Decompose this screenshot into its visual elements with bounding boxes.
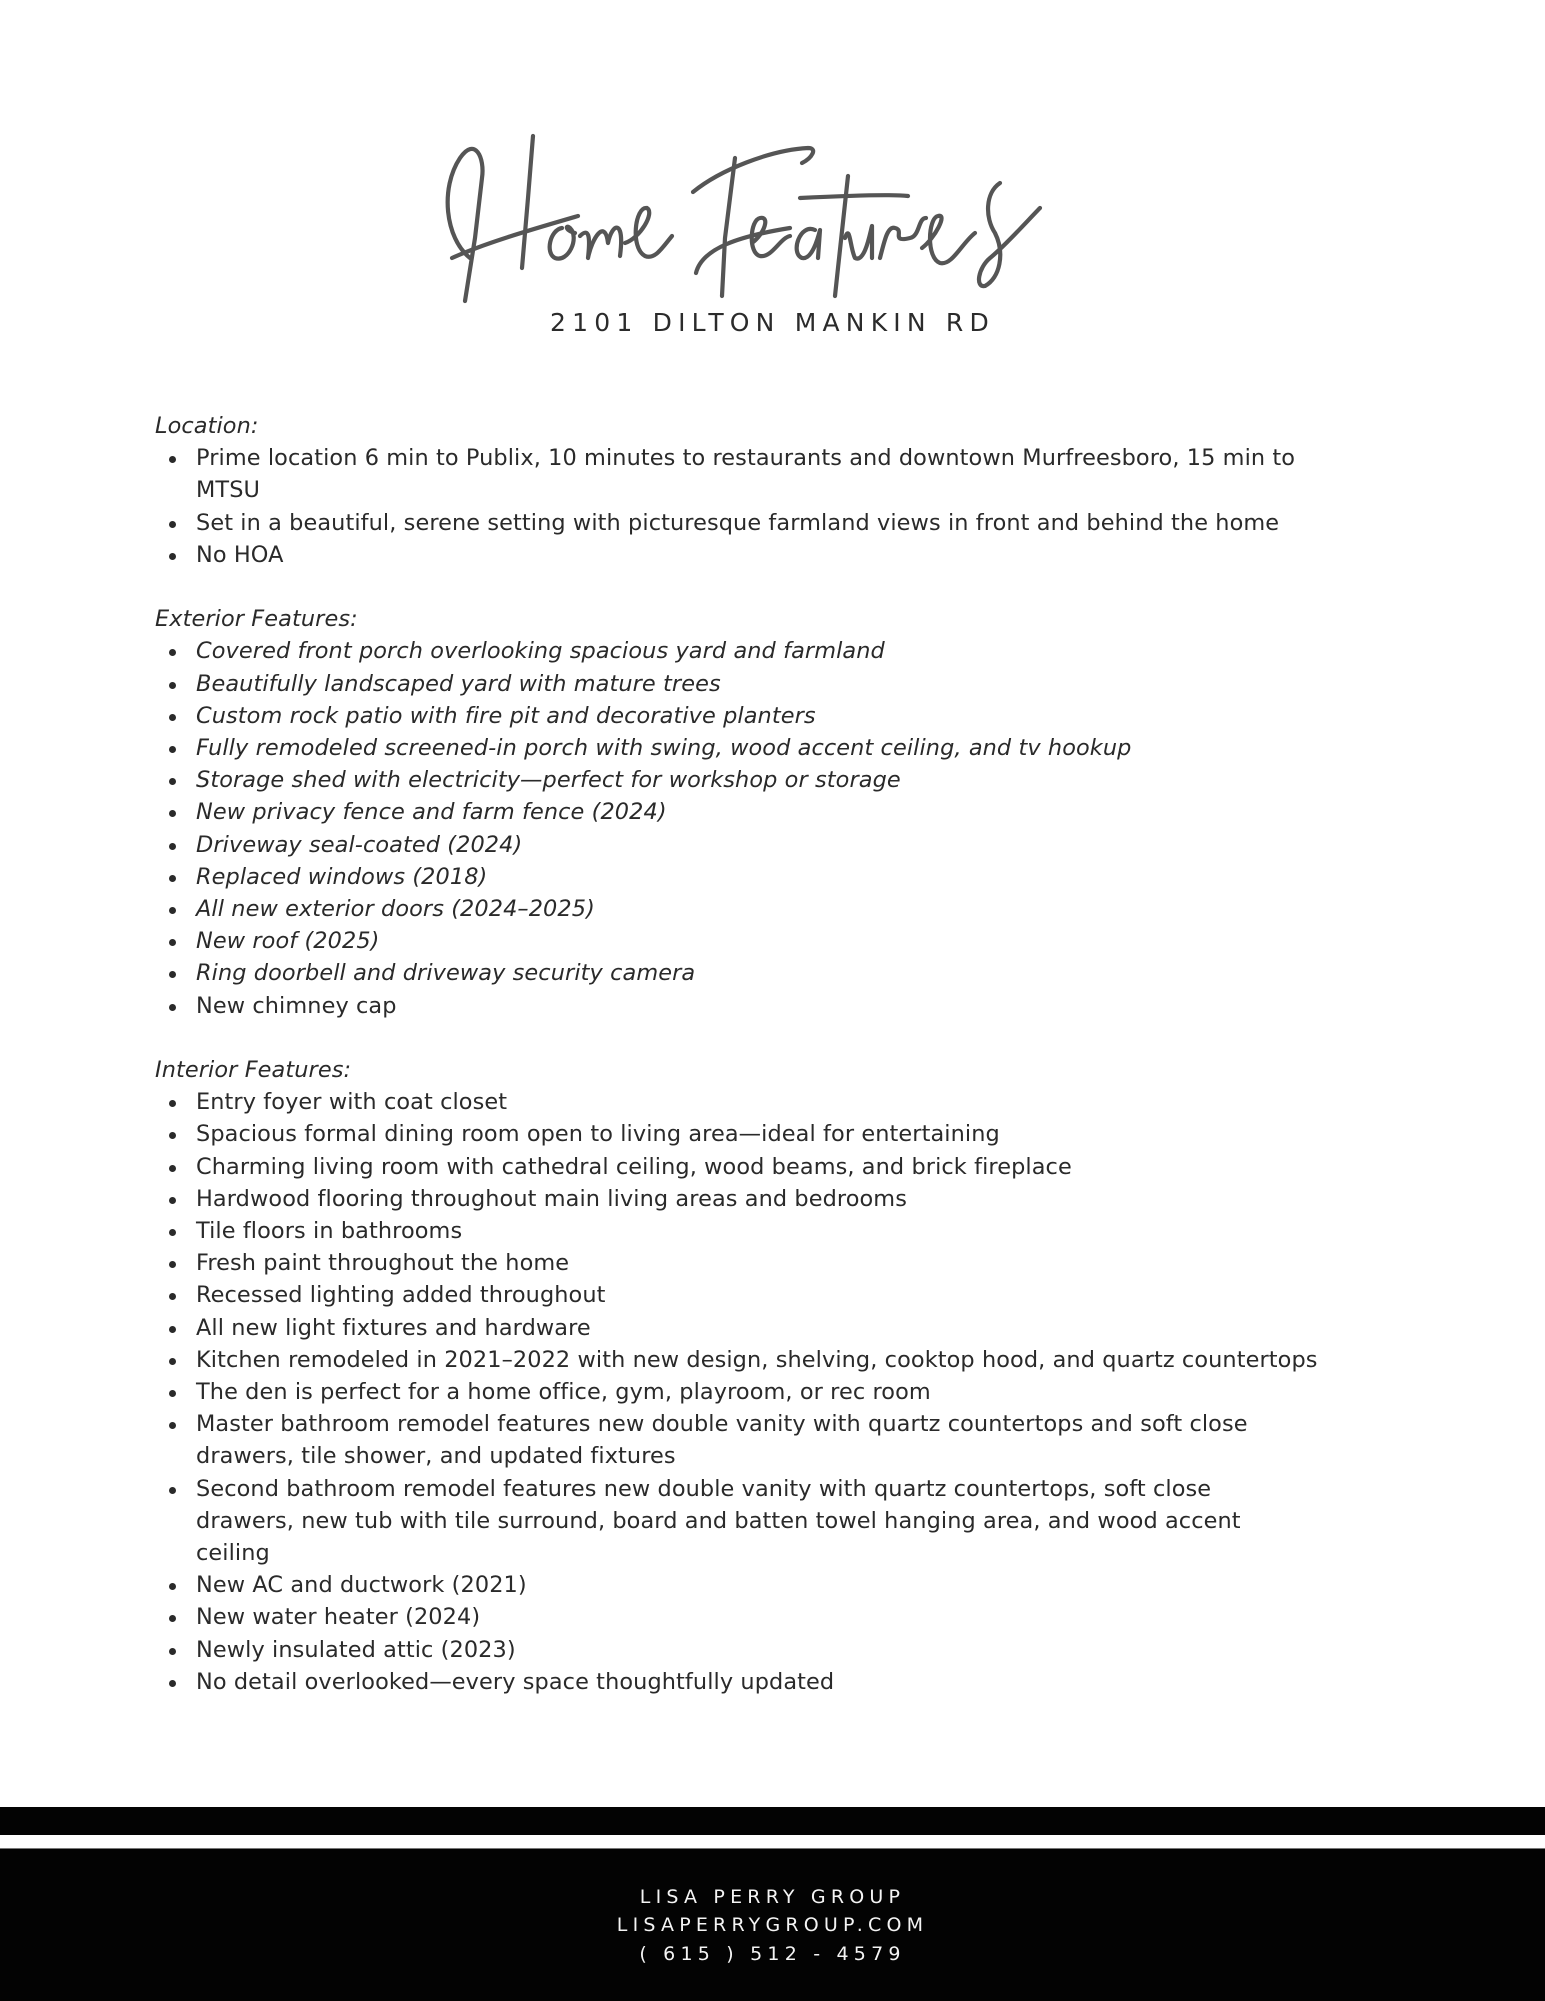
list-item-text: [196, 635, 1405, 667]
list-item-line: Covered front porch overlooking spacious yard and farmland: [196, 638, 885, 665]
list-item-text: [196, 1569, 1405, 1601]
bullet-icon: [169, 1132, 176, 1139]
title-letter-e2: [752, 218, 790, 256]
title-script-logo: [440, 118, 1070, 313]
list-item: [155, 1279, 1405, 1311]
list-item-line: Newly insulated attic (2023): [196, 1636, 516, 1663]
list-item-line: Tile floors in bathrooms: [196, 1218, 463, 1245]
list-item: [155, 1344, 1405, 1376]
footer-top-stripe: [0, 1807, 1545, 1835]
bullet-icon: [169, 456, 176, 463]
list-item-line: Driveway seal-coated (2024): [196, 831, 523, 858]
list-item-text: [196, 861, 1405, 893]
list-item-line: New chimney cap: [196, 992, 397, 1019]
title-letter-H1: [448, 149, 483, 301]
list-item: [155, 1473, 1405, 1570]
bullet-icon: [169, 907, 176, 914]
bullet-icon: [169, 521, 176, 528]
list-item: [155, 829, 1405, 861]
footer-website-link[interactable]: LISAPERRYGROUP.COM: [616, 1914, 929, 1936]
list-item: [155, 1086, 1405, 1118]
list-item-line: New roof (2025): [196, 928, 380, 955]
list-item-text: [196, 990, 1405, 1022]
list-item: [155, 893, 1405, 925]
list-item-line: Replaced windows (2018): [196, 863, 488, 890]
bullet-icon: [169, 682, 176, 689]
bullet-icon: [169, 1004, 176, 1011]
list-item-text: [196, 732, 1405, 764]
list-item-line: Fully remodeled screened-in porch with swing, wood accent ceiling, and tv hookup: [196, 735, 1132, 762]
title-letter-H2: [522, 136, 533, 268]
list-item-line: Ring doorbell and driveway security camera: [196, 960, 696, 987]
list-item: [155, 700, 1405, 732]
list-item-text: [196, 957, 1405, 989]
title-letter-u: [845, 226, 872, 259]
list-item-text: [196, 925, 1405, 957]
bullet-icon: [169, 1165, 176, 1172]
list-item: [155, 1151, 1405, 1183]
list-item-line: Recessed lighting added throughout: [196, 1282, 606, 1309]
bullet-icon: [169, 714, 176, 721]
list-item-line: The den is perfect for a home office, gym, playroom, or rec room: [196, 1379, 931, 1406]
list-item-line: Spacious formal dining room open to living area—ideal for entertaining: [196, 1121, 1000, 1148]
list-item: [155, 990, 1405, 1022]
list-item-text: [196, 1408, 1405, 1472]
list-item: [155, 861, 1405, 893]
bullet-icon: [169, 1680, 176, 1687]
list-item-text: [196, 1634, 1405, 1666]
bullet-icon: [169, 1293, 176, 1300]
bullet-icon: [169, 1648, 176, 1655]
title-letter-e: [625, 208, 672, 257]
list-item-text: [196, 1086, 1405, 1118]
list-item: [155, 1634, 1405, 1666]
list-item-line: drawers, tile shower, and updated fixtures: [196, 1443, 676, 1470]
list-item: [155, 1569, 1405, 1601]
list-item-line: drawers, new tub with tile surround, board and batten towel hanging area, and wood accent: [196, 1507, 1241, 1534]
list-item: [155, 1215, 1405, 1247]
exterior-features-list: [155, 635, 1405, 1021]
title-letter-o: [550, 227, 575, 259]
list-item-text: [196, 1376, 1405, 1408]
bullet-icon: [169, 746, 176, 753]
list-item: [155, 1666, 1405, 1698]
title-letter-m: [580, 228, 621, 258]
list-item: [155, 1376, 1405, 1408]
list-item-text: [196, 1215, 1405, 1247]
list-item-text: [196, 1344, 1405, 1376]
list-item-text: [196, 442, 1405, 506]
list-item: [155, 1408, 1405, 1472]
bullet-icon: [169, 649, 176, 656]
list-item: [155, 957, 1405, 989]
list-item-text: [196, 507, 1405, 539]
footer-company-name: LISA PERRY GROUP: [639, 1886, 906, 1908]
list-item: [155, 796, 1405, 828]
list-item-line: No detail overlooked—every space thoughtfully updated: [196, 1668, 835, 1695]
bullet-icon: [169, 1358, 176, 1365]
list-item-line: ceiling: [196, 1540, 270, 1567]
list-item-line: MTSU: [196, 477, 260, 504]
list-item-line: Master bathroom remodel features new double vanity with quartz countertops and soft close: [196, 1411, 1248, 1438]
list-item-line: All new exterior doors (2024–2025): [196, 896, 595, 923]
section-heading-location: Location:: [155, 413, 259, 439]
list-item-line: Prime location 6 min to Publix, 10 minutes to restaurants and downtown Murfreesboro, 15 min to: [196, 445, 1296, 472]
bullet-icon: [169, 1615, 176, 1622]
list-item-text: [196, 1183, 1405, 1215]
list-item-text: [196, 1601, 1405, 1633]
list-item-line: All new light fixtures and hardware: [196, 1314, 591, 1341]
list-item-line: Hardwood flooring throughout main living areas and bedrooms: [196, 1185, 907, 1212]
list-item-line: Custom rock patio with fire pit and decorative planters: [196, 702, 816, 729]
list-item-text: [196, 700, 1405, 732]
list-item-line: Kitchen remodeled in 2021–2022 with new design, shelving, cooktop hood, and quartz countertops: [196, 1346, 1318, 1373]
list-item: [155, 635, 1405, 667]
list-item-line: Set in a beautiful, serene setting with picturesque farmland views in front and behind the home: [196, 509, 1280, 536]
list-item-text: [196, 893, 1405, 925]
footer-phone[interactable]: ( 615 ) 512 - 4579: [639, 1943, 906, 1965]
interior-features-list: [155, 1086, 1405, 1698]
bullet-icon: [169, 939, 176, 946]
bullet-icon: [169, 1326, 176, 1333]
list-item-line: Second bathroom remodel features new double vanity with quartz countertops, soft close: [196, 1475, 1212, 1502]
list-item-text: [196, 1473, 1405, 1570]
section-heading-interior: Interior Features:: [155, 1057, 352, 1084]
title-letter-F-stem: [722, 158, 735, 296]
property-address: 2101 DILTON MANKIN RD: [550, 308, 995, 337]
list-item-line: No HOA: [196, 541, 284, 568]
list-item-line: Storage shed with electricity—perfect for workshop or storage: [196, 767, 901, 794]
bullet-icon: [169, 810, 176, 817]
bullet-icon: [169, 1583, 176, 1590]
section-spacer: [155, 1022, 1405, 1054]
title-letter-H-bar: [452, 216, 578, 258]
list-item: [155, 507, 1405, 539]
list-item-text: [196, 1247, 1405, 1279]
list-item-text: [196, 539, 1405, 571]
bullet-icon: [169, 1197, 176, 1204]
list-item: [155, 1247, 1405, 1279]
bullet-icon: [169, 778, 176, 785]
list-item-line: New privacy fence and farm fence (2024): [196, 799, 667, 826]
list-item-text: [196, 1151, 1405, 1183]
list-item: [155, 1312, 1405, 1344]
bullet-icon: [169, 875, 176, 882]
list-item-line: Fresh paint throughout the home: [196, 1250, 570, 1277]
bullet-icon: [169, 843, 176, 850]
title-letter-F-top: [693, 148, 813, 192]
list-item-line: Entry foyer with coat closet: [196, 1089, 508, 1116]
features-content: [155, 410, 1405, 1698]
list-item-text: [196, 829, 1405, 861]
bullet-icon: [169, 1390, 176, 1397]
list-item: [155, 1601, 1405, 1633]
list-item-text: [196, 668, 1405, 700]
list-item: [155, 925, 1405, 957]
footer: [0, 1848, 1545, 2001]
title-letter-a: [797, 229, 820, 258]
list-item: [155, 1183, 1405, 1215]
bullet-icon: [169, 1422, 176, 1429]
section-spacer: [155, 571, 1405, 603]
list-item-text: [196, 1666, 1405, 1698]
bullet-icon: [169, 1487, 176, 1494]
title-letter-t-bar: [800, 195, 908, 198]
title-letter-r: [880, 218, 926, 258]
list-item: [155, 442, 1405, 506]
section-heading-exterior: Exterior Features:: [155, 606, 358, 633]
bullet-icon: [169, 971, 176, 978]
list-item-text: [196, 1118, 1405, 1150]
list-item: [155, 668, 1405, 700]
list-item-text: [196, 1312, 1405, 1344]
bullet-icon: [169, 1229, 176, 1236]
bullet-icon: [169, 1100, 176, 1107]
list-item: [155, 539, 1405, 571]
title-letter-e3: [922, 216, 975, 264]
list-item-line: Charming living room with cathedral ceiling, wood beams, and brick fireplace: [196, 1153, 1072, 1180]
list-item-text: [196, 1279, 1405, 1311]
bullet-icon: [169, 553, 176, 560]
title-letter-s: [979, 183, 1040, 286]
list-item-line: Beautifully landscaped yard with mature trees: [196, 670, 721, 697]
list-item: [155, 1118, 1405, 1150]
bullet-icon: [169, 1261, 176, 1268]
list-item-line: New AC and ductwork (2021): [196, 1572, 527, 1599]
location-list: [155, 442, 1405, 571]
list-item: [155, 732, 1405, 764]
title-letter-F-bar: [696, 228, 790, 273]
list-item: [155, 764, 1405, 796]
list-item-text: [196, 796, 1405, 828]
list-item-text: [196, 764, 1405, 796]
list-item-line: New water heater (2024): [196, 1604, 481, 1631]
